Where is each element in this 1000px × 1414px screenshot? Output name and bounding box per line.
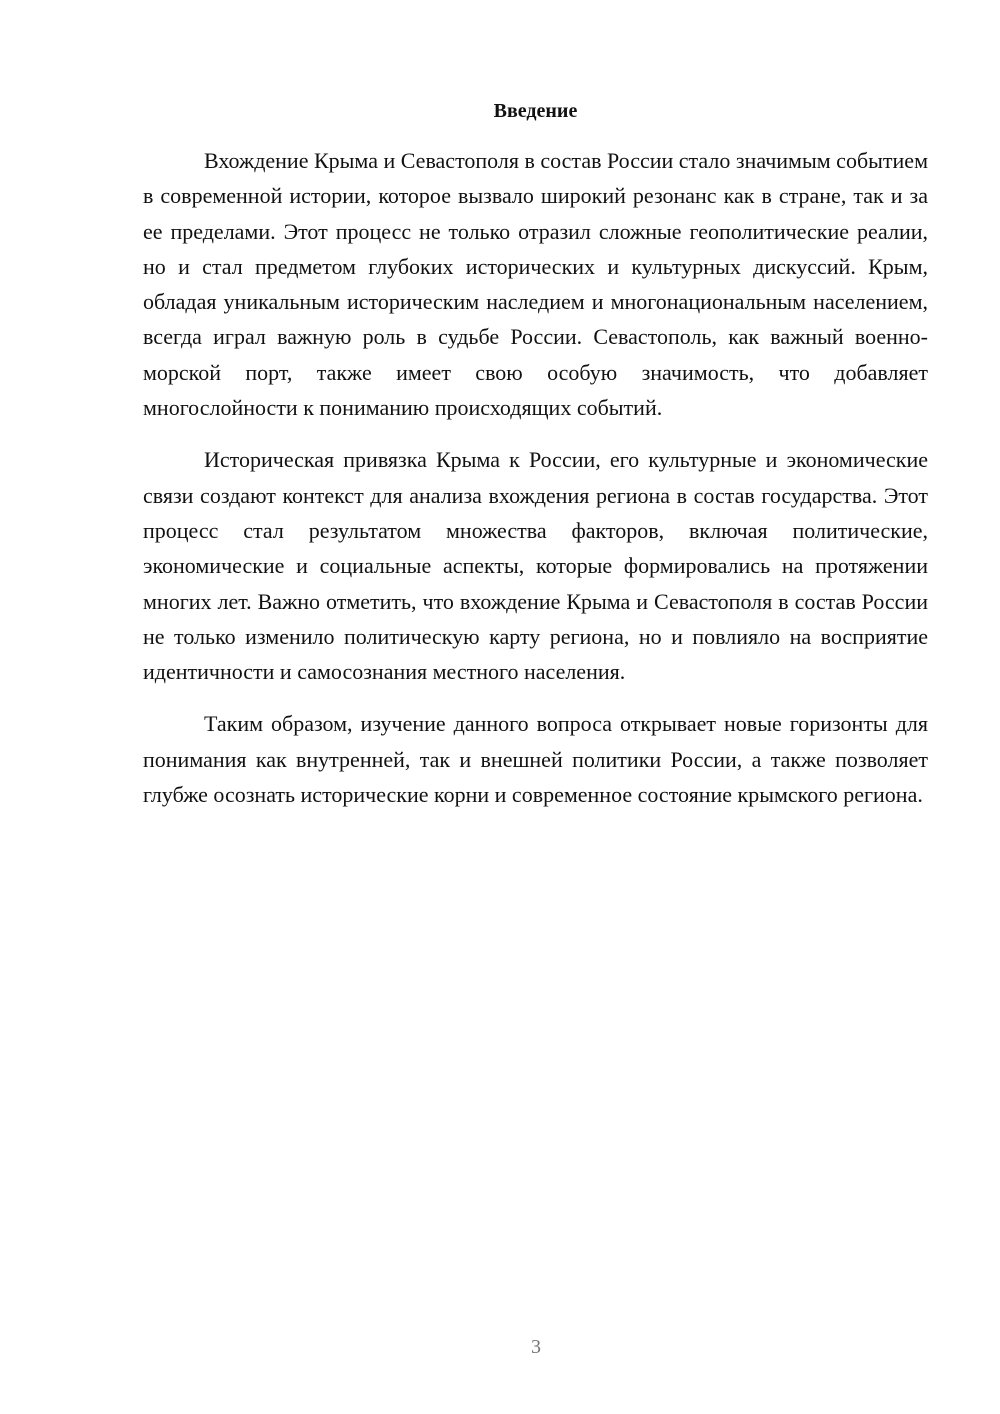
- page-number: 3: [531, 1336, 541, 1358]
- paragraph-1: Вхождение Крыма и Севастополя в состав России стало значимым событием в современной истории, которое вызвало широкий резонанс как в стране, так и за ее пределами. Этот процесс не только отразил сложные геополитические реалии, но и стал предметом глубоких исторических и культурных дискуссий. Крым, обладая уникальным историческим наследием и многонациональным населением, всегда играл важную роль в судьбе России. Севастополь, как важный военно-морской порт, также имеет свою особую значимость, что добавляет многослойности к пониманию происходящих событий.: [143, 148, 928, 421]
- section-heading: Введение: [493, 100, 578, 122]
- paragraph-3: Таким образом, изучение данного вопроса открывает новые горизонты для понимания как внутренней, так и внешней политики России, а также позволяет глубже осознать исторические корни и современное состояние крымского региона.: [143, 711, 928, 808]
- paragraph-2: Историческая привязка Крыма к России, его культурные и экономические связи создают контекст для анализа вхождения региона в состав государства. Этот процесс стал результатом множества факторов, включая политические, экономические и социальные аспекты, которые формировались на протяжении многих лет. Важно отметить, что вхождение Крыма и Севастополя в состав России не только изменило политическую карту региона, но и повлияло на восприятие идентичности и самосознания местного населения.: [143, 447, 928, 685]
- document-body: [143, 143, 928, 829]
